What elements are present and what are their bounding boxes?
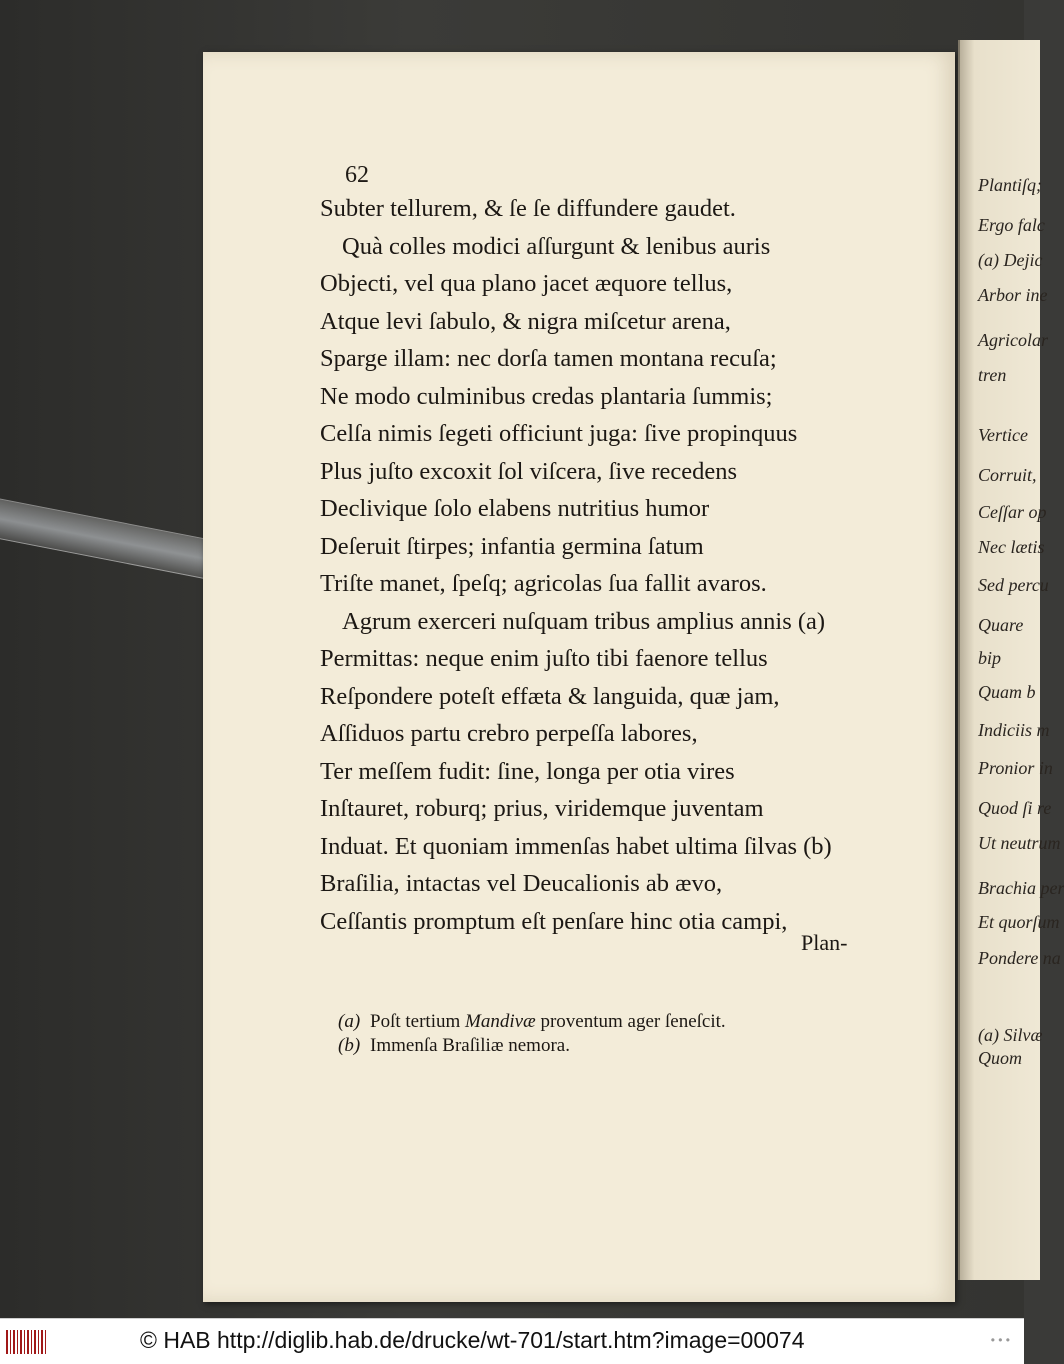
facing-page-fragment: Ceſſar op [978,502,1047,522]
footnotes [338,1010,726,1058]
facing-page-fragment: Ergo falc [978,215,1045,235]
facing-page-fragment: Pondere na [978,948,1061,968]
footnote-italic: Mandivæ [465,1011,536,1032]
verse-block [320,190,920,940]
footnote-mark: (a) [338,1011,361,1032]
facing-page-fragment: Vertice [978,425,1028,445]
facing-page-fragment: Quom [978,1048,1022,1068]
verse-line: Ter meſſem fudit: ſine, longa per otia vires [320,757,735,785]
facing-page-fragment: Quod ſi re [978,798,1052,818]
verse-line: Objecti, vel qua plano jacet æquore tellus, [320,270,733,297]
facing-page-fragment: Corruit, [978,465,1037,485]
facing-page-fragment: Et quorſum [978,912,1060,932]
footnote-text: Poſt tertium [370,1011,465,1032]
facing-page-fragment: (a) Silvæ [978,1025,1043,1045]
hab-logo-icon [6,1330,46,1354]
verse-line: Sparge illam: nec dorſa tamen montana recuſa; [320,345,777,372]
facing-page-fragment: Plantiſq; [978,175,1042,195]
facing-page-edge [958,40,1064,1280]
verse-line: Braſilia, intactas vel Deucalionis ab ævo, [320,870,723,897]
footnote [338,1010,726,1034]
footnote-mark: (b) [338,1035,361,1056]
verse-line: Aſſiduos partu crebro perpeſſa labores, [320,720,698,747]
facing-page-fragment: tren [978,365,1007,385]
verse-line: Ne modo culminibus credas plantaria ſummis; [320,382,773,410]
verse-line: Subter tellurem, & ſe ſe diffundere gaudet. [320,195,736,222]
book-page [203,52,955,1302]
verse-line: Declivique ſolo elabens nutritius humor [320,495,710,522]
facing-page-fragment: Brachia per [978,878,1064,898]
facing-page-fragment: (a) Dejic [978,250,1043,270]
facing-page-fragment: Arbor ine [978,285,1048,305]
facing-page-fragment: Quare [978,615,1024,635]
footnote-text: proventum ager ſeneſcit. [535,1011,726,1032]
verse-line: Atque levi ſabulo, & nigra miſcetur arena, [320,307,731,335]
verse-line: Inſtauret, roburq; prius, viridemque juventam [320,795,764,822]
verse-line: Reſpondere poteſt effæta & languida, quæ jam, [320,682,780,710]
verse-line: Celſa nimis ſegeti officiunt juga: ſive propinquus [320,420,798,447]
footnote [338,1034,726,1058]
facing-page-fragment: Nec lætis [978,537,1045,557]
verse-line: Agrum exerceri nuſquam tribus amplius annis (a) [342,607,826,635]
verse-line: Deſeruit ſtirpes; infantia germina ſatum [320,532,704,560]
verse-line: Plus juſto excoxit ſol viſcera, ſive recedens [320,457,738,485]
facing-page-fragment: Agricolar [978,330,1048,350]
footnote-text: Immenſa Braſiliæ nemora. [370,1035,570,1056]
catchword: Plan- [801,930,848,955]
facing-page-fragment: Pronior in [978,758,1053,778]
viewer-footer [0,1318,1024,1364]
verse-line: Induat. Et quoniam immenſas habet ultima ſilvas (b) [320,832,832,860]
verse-line: Permittas: neque enim juſto tibi faenore tellus [320,645,768,672]
facing-page-fragment: Indiciis m [978,720,1050,740]
facing-page-fragment: Ut neutrum [978,833,1061,853]
facing-page-fragment: bip [978,648,1002,668]
facing-page-fragment: Quam b [978,682,1036,702]
verse-line: Ceſſantis promptum eſt penſare hinc otia campi, [320,907,788,935]
page-number: 62 [345,162,369,188]
more-dots-icon[interactable]: • • • [990,1333,1010,1347]
verse-line: Triſte manet, ſpeſq; agricolas ſua fallit avaros. [320,570,767,597]
copyright-link[interactable]: © HAB http://diglib.hab.de/drucke/wt-701/start.htm?image=00074 [140,1327,805,1353]
facing-page-fragment: Sed percu [978,575,1049,595]
verse-line: Quà colles modici aſſurgunt & lenibus auris [342,232,771,260]
